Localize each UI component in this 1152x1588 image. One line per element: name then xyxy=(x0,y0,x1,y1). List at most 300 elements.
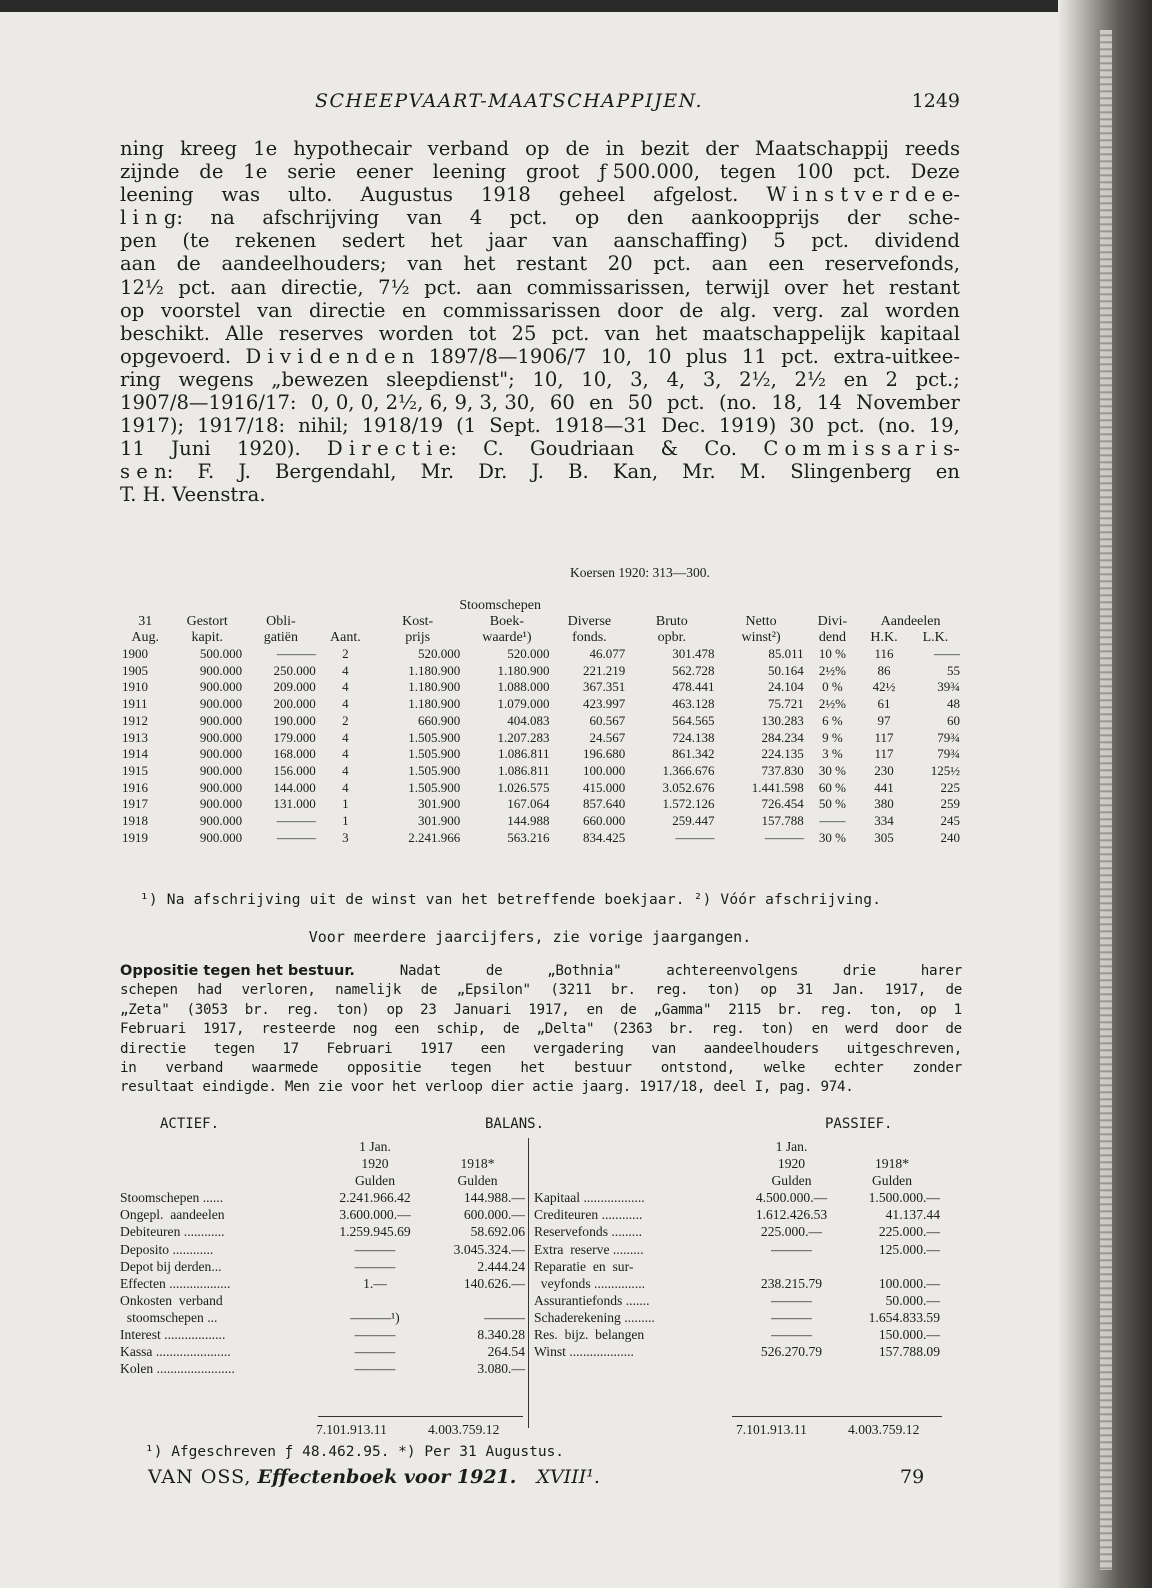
word: aankoopprijs xyxy=(691,206,820,230)
text-line xyxy=(120,414,960,437)
table-cell: 97 xyxy=(877,712,891,728)
word: beschikt. xyxy=(120,321,211,345)
table-cell: 240 xyxy=(940,829,960,845)
table-cell: 130.283 xyxy=(761,712,804,728)
word: „Delta" xyxy=(536,1021,595,1038)
column-head xyxy=(844,1138,940,1155)
word: commissarissen xyxy=(442,298,601,322)
column-header: prijs xyxy=(405,630,431,645)
word: de xyxy=(485,963,503,979)
value-1918: 264.54 xyxy=(487,1344,525,1360)
balance-row xyxy=(120,1189,525,1206)
passief-title: PASSIEF. xyxy=(825,1116,893,1132)
table-cell: 900.000 xyxy=(199,796,243,812)
word: het xyxy=(520,1059,546,1076)
table-cell: 2.241.966 xyxy=(408,829,461,845)
word: reservefonds, xyxy=(824,252,960,276)
word: ton, xyxy=(870,1001,904,1018)
balance-label xyxy=(534,1309,739,1326)
word: de xyxy=(502,1021,520,1038)
table-cell: 24.567 xyxy=(589,729,626,745)
leader-dots: ............ xyxy=(183,1224,225,1240)
table-cell: ——— xyxy=(276,829,316,845)
value-1918: 225.000.— xyxy=(878,1224,940,1240)
word: en xyxy=(402,298,427,322)
table-cell: 900.000 xyxy=(199,813,243,829)
value-1920: ——— xyxy=(354,1241,396,1257)
word: nog xyxy=(352,1021,378,1038)
passief-total-1920: 7.101.913.11 xyxy=(736,1422,807,1437)
word: sche- xyxy=(908,206,960,230)
balance-label xyxy=(120,1223,320,1240)
table-row xyxy=(120,813,962,830)
word: 2115 xyxy=(728,1001,762,1018)
table-cell: 200.000 xyxy=(273,696,316,712)
word: B. xyxy=(568,460,589,484)
column-head: 1918* xyxy=(460,1156,495,1172)
word: Februari xyxy=(326,1040,393,1057)
word: Mr. xyxy=(420,460,455,484)
balance-label xyxy=(534,1223,739,1240)
word: was xyxy=(221,183,261,207)
word: (no. xyxy=(719,391,757,415)
text-line xyxy=(120,299,960,322)
word: 1917); xyxy=(120,414,185,438)
balance-row xyxy=(534,1206,940,1223)
table-cell: 1.180.900 xyxy=(408,662,461,678)
word: jaar xyxy=(488,229,527,253)
table-row xyxy=(120,730,962,747)
text-line xyxy=(120,391,960,414)
word: sedert xyxy=(341,229,405,253)
table-cell: 131.000 xyxy=(273,796,316,812)
item-label: Assurantiefonds xyxy=(534,1292,623,1308)
table-row xyxy=(120,663,962,680)
table-cell: 30 % xyxy=(818,829,846,845)
table-cell: 900.000 xyxy=(199,746,243,762)
word: van xyxy=(604,321,640,345)
table-cell: 6 % xyxy=(822,712,843,728)
column-header: gatiën xyxy=(263,630,299,645)
word: achtereenvolgens xyxy=(666,963,799,979)
table-cell: 1 xyxy=(342,796,349,812)
word: werd xyxy=(845,1021,879,1038)
text-line xyxy=(120,1040,962,1059)
leader-dots: ... xyxy=(207,1309,218,1325)
value-1920: ——— xyxy=(354,1327,396,1343)
word: Bergendahl, xyxy=(275,460,397,484)
word: de xyxy=(679,298,704,322)
balance-row xyxy=(120,1275,525,1292)
balance-footnote: ¹) Afgeschreven ƒ 48.462.95. *) Per 31 Augustus. xyxy=(145,1444,565,1460)
value-1918: 150.000.— xyxy=(878,1327,940,1343)
word: geheel xyxy=(558,183,626,207)
balance-row xyxy=(534,1223,940,1240)
column-header: Obli- xyxy=(266,614,296,629)
word: een xyxy=(480,1040,506,1057)
value-1920: ——— xyxy=(771,1292,812,1308)
word: J. xyxy=(531,460,545,484)
balance-label xyxy=(534,1326,739,1343)
table-cell: 660.900 xyxy=(418,712,461,728)
table-cell: 60 xyxy=(947,712,960,728)
word: oppositie xyxy=(347,1059,422,1076)
word: de xyxy=(176,252,201,276)
balance-label xyxy=(120,1292,320,1309)
table-cell: 284.234 xyxy=(761,729,804,745)
balance-label xyxy=(534,1343,739,1360)
word: Alle xyxy=(225,321,264,345)
column-header: Gestort xyxy=(186,614,228,629)
table-row xyxy=(120,746,962,763)
text-line xyxy=(120,981,962,1000)
value-1920: 4.500.000.— xyxy=(755,1190,828,1206)
table-cell: 225 xyxy=(940,779,960,795)
word: pct. xyxy=(781,344,819,368)
item-label: Onkosten verband xyxy=(120,1292,223,1308)
word: tegen xyxy=(450,1059,492,1076)
table-cell: 520.000 xyxy=(418,646,461,661)
table-cell: 726.454 xyxy=(761,796,804,812)
balance-row xyxy=(534,1292,940,1309)
value-1918: 50.000.— xyxy=(885,1292,940,1308)
table-cell: 1.505.900 xyxy=(408,729,461,745)
value-1918: 1.500.000.— xyxy=(868,1190,940,1206)
table-cell: 196.680 xyxy=(583,746,626,762)
table-cell: 4 xyxy=(342,779,349,795)
balance-row xyxy=(534,1241,940,1258)
text-line xyxy=(120,962,962,981)
word: 23 xyxy=(420,1001,437,1018)
table-cell: 301.900 xyxy=(418,796,461,812)
table-cell: 144.988 xyxy=(507,813,550,829)
word: door xyxy=(617,298,663,322)
table-cell: 500.000 xyxy=(199,646,243,661)
word: verloren, xyxy=(241,982,316,999)
word: 0, 0, 0, 2½, 6, 9, 3, 30, xyxy=(310,391,536,415)
text-line xyxy=(120,322,960,345)
table-row xyxy=(120,713,962,730)
word: 1917, xyxy=(528,1001,570,1018)
balance-row xyxy=(534,1189,940,1206)
table-cell: 900.000 xyxy=(199,829,243,845)
column-head: 1918* xyxy=(875,1156,909,1172)
word: vergadering xyxy=(532,1040,624,1057)
table-cell: 423.997 xyxy=(583,696,626,712)
word: restant xyxy=(516,252,588,276)
word: Slingenberg xyxy=(790,460,912,484)
word: 3, xyxy=(702,367,722,391)
word: op xyxy=(525,137,550,160)
item-label: Kolen xyxy=(120,1361,154,1377)
table-header-row-1 xyxy=(120,614,962,630)
word: afgelost. xyxy=(653,183,739,207)
word: de xyxy=(420,982,438,999)
table-cell: 245 xyxy=(940,813,960,829)
word: 17 xyxy=(282,1040,299,1057)
word: ƒ 500.000, xyxy=(599,160,700,184)
column-head-row xyxy=(120,1155,525,1172)
word: tegen xyxy=(719,160,777,184)
column-head: 1920 xyxy=(777,1156,806,1172)
table-cell: 259 xyxy=(940,796,960,812)
value-1918 xyxy=(430,1292,525,1309)
table-cell: 367.351 xyxy=(583,679,626,695)
table-cell: 50 % xyxy=(818,796,846,812)
leader-dots: ......... xyxy=(611,1224,642,1240)
balance-label xyxy=(120,1241,320,1258)
word: 31 xyxy=(796,982,813,999)
word: Juni xyxy=(171,437,211,461)
word: aan xyxy=(711,252,748,276)
word: van xyxy=(552,229,588,253)
column-header: Aant. xyxy=(330,630,361,645)
column-header: Diverse xyxy=(567,614,612,629)
balance-row xyxy=(120,1206,525,1223)
column-head: 1920 xyxy=(361,1156,389,1172)
table-cell: 1913 xyxy=(122,729,148,745)
word: worden xyxy=(378,321,454,345)
balance-label xyxy=(120,1326,320,1343)
word: pct. xyxy=(424,275,462,299)
leader-dots: ............ xyxy=(601,1207,643,1223)
word: 10, xyxy=(600,344,633,368)
balance-row xyxy=(120,1241,525,1258)
leader-dots: ...................... xyxy=(155,1344,231,1360)
column-head: Gulden xyxy=(457,1173,498,1189)
word: Kan, xyxy=(612,460,659,484)
word: resultaat eindigde. Men zie voor het verloop dier actie jaarg. 1917/18, deel I, pag. 974. xyxy=(120,1079,854,1096)
word: 1918 xyxy=(480,183,531,207)
word: over xyxy=(783,275,828,299)
leader-dots: .................. xyxy=(164,1327,226,1343)
leader-dots: ......... xyxy=(612,1241,644,1257)
table-cell: 75.721 xyxy=(767,696,804,712)
word: reg. xyxy=(286,1001,320,1018)
see-previous-note: Voor meerdere jaarcijfers, zie vorige jaargangen. xyxy=(308,928,752,946)
leader-dots: ....... xyxy=(625,1292,650,1308)
word: bezit xyxy=(640,137,690,160)
item-label: Depot bij derden... xyxy=(120,1258,222,1274)
publication-line xyxy=(148,1466,600,1488)
word: 1918/19 xyxy=(361,414,444,438)
value-1918: 58.692.06 xyxy=(470,1224,525,1240)
table-cell: 900.000 xyxy=(199,679,243,695)
table-row xyxy=(120,796,962,813)
table-cell: 3 xyxy=(342,829,349,845)
table-cell: 1.505.900 xyxy=(408,762,461,778)
table-cell: 230 xyxy=(874,762,894,778)
table-cell: 60 % xyxy=(818,779,846,795)
balance-row xyxy=(120,1360,525,1377)
text-line xyxy=(120,368,960,391)
table-cell: 79¾ xyxy=(937,729,960,745)
word: 1e xyxy=(253,137,278,160)
column-header: H.K. xyxy=(870,630,898,645)
table-cell: 1917 xyxy=(122,796,148,812)
table-cell: 156.000 xyxy=(273,762,316,778)
balance-row xyxy=(534,1343,940,1360)
table-cell: 55 xyxy=(947,662,960,678)
word: de xyxy=(620,1001,637,1018)
column-head: Gulden xyxy=(771,1173,812,1189)
word: aan xyxy=(476,275,513,299)
table-row xyxy=(120,696,962,713)
column-head-row xyxy=(534,1172,940,1189)
word: 1897/8—1906/7 xyxy=(428,344,587,368)
table-cell: 900.000 xyxy=(199,729,243,745)
word: C. xyxy=(483,437,504,461)
word: W i n s t v e r d e e- xyxy=(766,183,960,207)
table-cell: ——— xyxy=(276,813,316,829)
word: nihil; xyxy=(298,414,349,438)
section-heading: Oppositie tegen het bestuur. xyxy=(120,963,355,979)
item-label: Res. bijz. belangen xyxy=(534,1327,645,1343)
table-cell: 1905 xyxy=(122,662,148,678)
value-1920: ———¹) xyxy=(350,1309,400,1325)
item-label: Kassa xyxy=(120,1344,153,1360)
word: 25 xyxy=(511,321,537,345)
word: echter xyxy=(834,1059,884,1076)
word: van xyxy=(406,206,443,230)
passief-table xyxy=(534,1138,940,1360)
table-cell: 4 xyxy=(342,746,349,762)
dividend-table-body xyxy=(120,646,962,846)
table-cell: 0 % xyxy=(822,679,843,695)
table-cell: 2 xyxy=(342,646,349,661)
balance-row xyxy=(120,1343,525,1360)
column-header xyxy=(318,614,373,630)
word: pct. xyxy=(853,160,891,184)
table-cell: 50.164 xyxy=(767,662,804,678)
word: 20 xyxy=(607,252,633,276)
running-title: SCHEEPVAART-MAATSCHAPPIJEN. xyxy=(315,90,704,112)
word: pct. xyxy=(811,229,849,253)
table-cell: 1.079.000 xyxy=(497,696,550,712)
publication-volume: XVIII¹. xyxy=(536,1466,600,1488)
table-cell: 1916 xyxy=(122,779,148,795)
word: op xyxy=(386,1001,403,1018)
word: drie xyxy=(842,963,876,979)
word: der xyxy=(705,137,739,160)
word: 1919) xyxy=(718,414,777,438)
balance-label xyxy=(120,1343,320,1360)
word: pct. xyxy=(653,252,692,276)
word: op xyxy=(920,1001,937,1018)
table-row xyxy=(120,646,962,663)
word: 1 xyxy=(953,1001,962,1018)
item-label: veyfonds xyxy=(534,1275,591,1291)
word: van xyxy=(651,1040,676,1057)
word: directie xyxy=(120,1040,186,1057)
balance-row xyxy=(534,1326,940,1343)
table-group-header-row xyxy=(120,598,962,614)
word: afschrijving xyxy=(262,206,380,230)
column-head xyxy=(120,1172,320,1189)
text-line xyxy=(120,1059,962,1078)
word: Mr. xyxy=(682,460,716,484)
item-label: Interest xyxy=(120,1327,161,1343)
word: der xyxy=(847,206,881,230)
word: 1907/8—1916/17: xyxy=(120,391,297,415)
table-cell: 125½ xyxy=(930,762,960,778)
table-cell: 1.180.900 xyxy=(497,662,550,678)
value-1920: 526.270.79 xyxy=(760,1344,823,1360)
value-1918: 125.000.— xyxy=(878,1241,940,1257)
word: door xyxy=(895,1021,929,1038)
table-cell: 404.083 xyxy=(507,712,550,728)
value-1920: 238.215.79 xyxy=(760,1275,823,1291)
word: reeds xyxy=(904,137,960,160)
value-1920: ——— xyxy=(771,1241,812,1257)
word: (3053 xyxy=(186,1001,228,1018)
table-cell: 1.086.811 xyxy=(497,762,550,778)
leader-dots: ................... xyxy=(569,1344,634,1360)
balance-row xyxy=(534,1309,940,1326)
table-cell: 117 xyxy=(874,746,894,762)
word: eener xyxy=(355,160,413,184)
word: de xyxy=(945,1021,962,1038)
column-header: Aug. xyxy=(131,630,159,645)
value-1918: 1.654.833.59 xyxy=(868,1309,940,1325)
word: 10, xyxy=(532,367,564,391)
balance-label xyxy=(120,1275,320,1292)
item-label: Crediteuren xyxy=(534,1207,599,1223)
column-header: dend xyxy=(818,630,847,645)
table-cell: 1.366.676 xyxy=(662,762,715,778)
word: Februari xyxy=(120,1021,186,1038)
table-cell: 2 xyxy=(342,712,349,728)
value-1920: ——— xyxy=(354,1344,396,1360)
table-row xyxy=(120,830,962,847)
word: 3, xyxy=(630,367,649,391)
word: 12½ xyxy=(120,275,164,299)
table-cell: 60.567 xyxy=(589,712,626,728)
table-cell: 190.000 xyxy=(273,712,316,728)
word: en xyxy=(811,1021,829,1038)
word: ton) xyxy=(761,1021,795,1038)
word: het xyxy=(463,252,496,276)
word: 10, xyxy=(581,367,613,391)
word: 14 xyxy=(816,391,842,415)
value-1918: 2.444.24 xyxy=(477,1258,525,1274)
balance-row xyxy=(534,1258,940,1275)
word: J. xyxy=(238,460,251,484)
balance-label xyxy=(534,1206,739,1223)
table-cell: 1918 xyxy=(122,813,148,829)
item-label: Schaderekening xyxy=(534,1309,621,1325)
word: (te xyxy=(182,229,210,253)
leader-dots: ............ xyxy=(172,1241,214,1257)
table-cell: 1911 xyxy=(122,696,148,712)
balance-label xyxy=(534,1189,739,1206)
word: op xyxy=(760,982,777,999)
balance-label xyxy=(534,1292,739,1309)
table-cell: 4 xyxy=(342,696,349,712)
table-cell: 30 % xyxy=(818,762,846,778)
word: tegen xyxy=(213,1040,255,1057)
word: en xyxy=(589,391,614,415)
table-cell: 2½% xyxy=(818,696,846,712)
word: zal xyxy=(840,298,869,322)
item-label: Reparatie en sur- xyxy=(534,1258,634,1274)
word: in xyxy=(605,137,625,160)
value-1920 xyxy=(320,1292,430,1309)
column-head: Gulden xyxy=(871,1173,913,1189)
column-header: opbr. xyxy=(657,630,687,645)
word: ton) xyxy=(707,982,741,999)
text-line xyxy=(120,183,960,206)
